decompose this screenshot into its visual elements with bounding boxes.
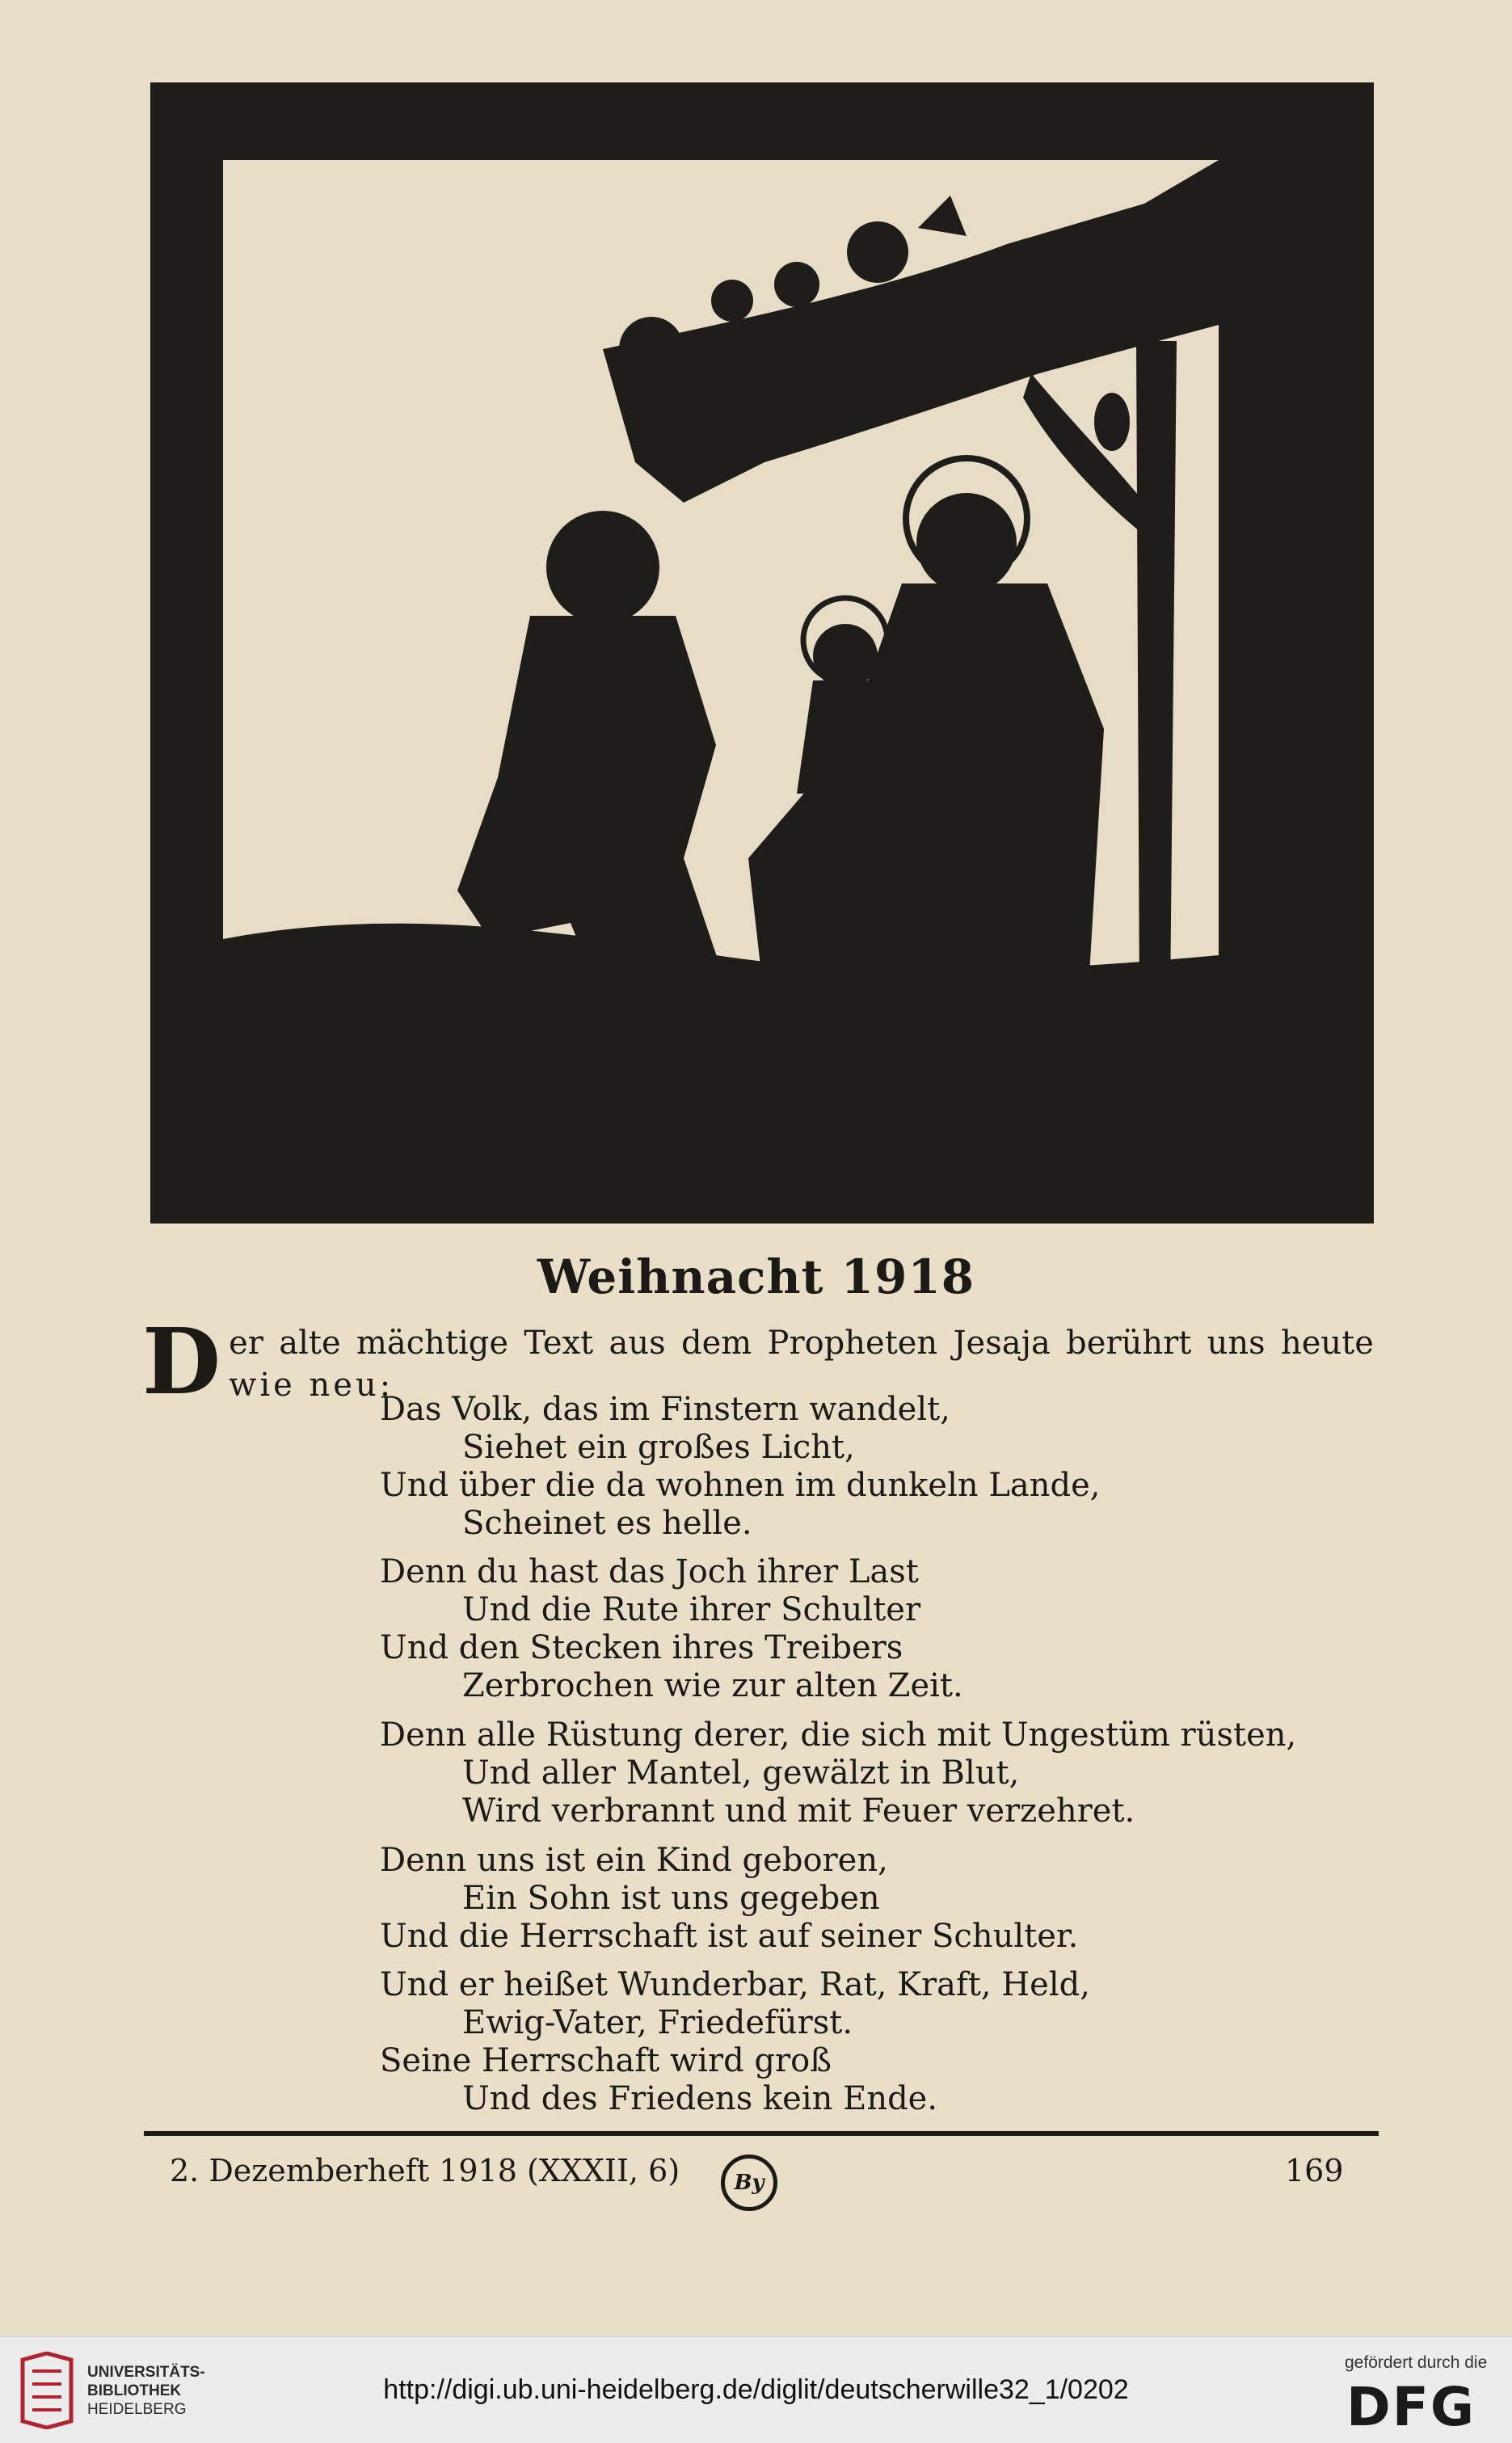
- institution-line: UNIVERSITÄTS-: [87, 2364, 205, 2381]
- footer-rule: [144, 2131, 1379, 2136]
- intro-word: alte: [279, 1325, 341, 1362]
- verse-line: Und er heißet Wunderbar, Rat, Kraft, Held,: [380, 1966, 1090, 2003]
- intro-line-2: wie neu:: [229, 1367, 394, 1404]
- nativity-silhouette-icon: [150, 82, 1374, 1224]
- verse-line: Und die Rute ihrer Schulter: [462, 1591, 921, 1628]
- verse-line: Scheinet es helle.: [462, 1505, 752, 1542]
- intro-word: dem: [681, 1325, 752, 1362]
- stanza-2: [380, 1553, 963, 1705]
- stanza-5: [380, 1966, 1090, 2118]
- intro-word: berührt: [1066, 1325, 1192, 1362]
- verse-line: Wird verbrannt und mit Feuer verzehret.: [462, 1792, 1135, 1830]
- dfg-logo[interactable]: DFG: [1346, 2376, 1476, 2438]
- nativity-silhouette-illustration: [150, 82, 1374, 1224]
- document-url-link[interactable]: http://digi.ub.uni-heidelberg.de/diglit/deutscherwille32_1/0202: [383, 2374, 1129, 2405]
- poem-title: Weihnacht 1918: [537, 1249, 975, 1304]
- issue-label: 2. Dezemberheft 1918 (XXXII, 6): [170, 2153, 680, 2188]
- verse-line: Das Volk, das im Finstern wandelt,: [380, 1391, 950, 1428]
- digitization-banner: [0, 2336, 1512, 2443]
- intro-word: Propheten: [767, 1325, 938, 1362]
- verse-line: Denn uns ist ein Kind geboren,: [380, 1842, 888, 1879]
- intro-word: uns: [1207, 1325, 1266, 1362]
- intro-word: heute: [1280, 1325, 1374, 1362]
- verse-line: Denn alle Rüstung derer, die sich mit Ungestüm rüsten,: [380, 1716, 1297, 1754]
- verse-line: Und aller Mantel, gewälzt in Blut,: [462, 1754, 1020, 1792]
- verse-line: Und den Stecken ihres Treibers: [380, 1629, 903, 1666]
- verse-line: Zerbrochen wie zur alten Zeit.: [462, 1667, 963, 1704]
- verse-line: Ein Sohn ist uns gegeben: [462, 1880, 880, 1917]
- institution-line: HEIDELBERG: [87, 2401, 187, 2418]
- drop-cap: D: [142, 1309, 221, 1415]
- stanza-4: [380, 1842, 1078, 1956]
- intro-line-1: [229, 1322, 1374, 1364]
- verse-line: Denn du hast das Joch ihrer Last: [380, 1553, 919, 1590]
- intro-word: Jesaja: [953, 1325, 1051, 1362]
- verse-line: Siehet ein großes Licht,: [462, 1429, 855, 1466]
- verse-line: Ewig-Vater, Friedefürst.: [462, 2004, 853, 2041]
- intro-word: mächtige: [356, 1325, 509, 1362]
- stanza-3: [380, 1716, 1296, 1830]
- stanza-1: [380, 1391, 1101, 1543]
- verse-line: Und über die da wohnen im dunkeln Lande,: [380, 1467, 1101, 1504]
- page-number: 169: [1285, 2153, 1344, 2188]
- institution-line: BIBLIOTHEK: [87, 2382, 182, 2399]
- intro-word: aus: [609, 1325, 666, 1362]
- verse-line: Und die Herrschaft ist auf seiner Schulter.: [380, 1918, 1079, 1955]
- verse-line: Seine Herrschaft wird groß: [380, 2042, 832, 2079]
- funder-caption: gefördert durch die: [1345, 2353, 1488, 2372]
- intro-word: er: [229, 1325, 263, 1362]
- publisher-badge: By: [721, 2154, 777, 2211]
- intro-word: Text: [524, 1325, 594, 1362]
- verse-line: Und des Friedens kein Ende.: [462, 2080, 938, 2117]
